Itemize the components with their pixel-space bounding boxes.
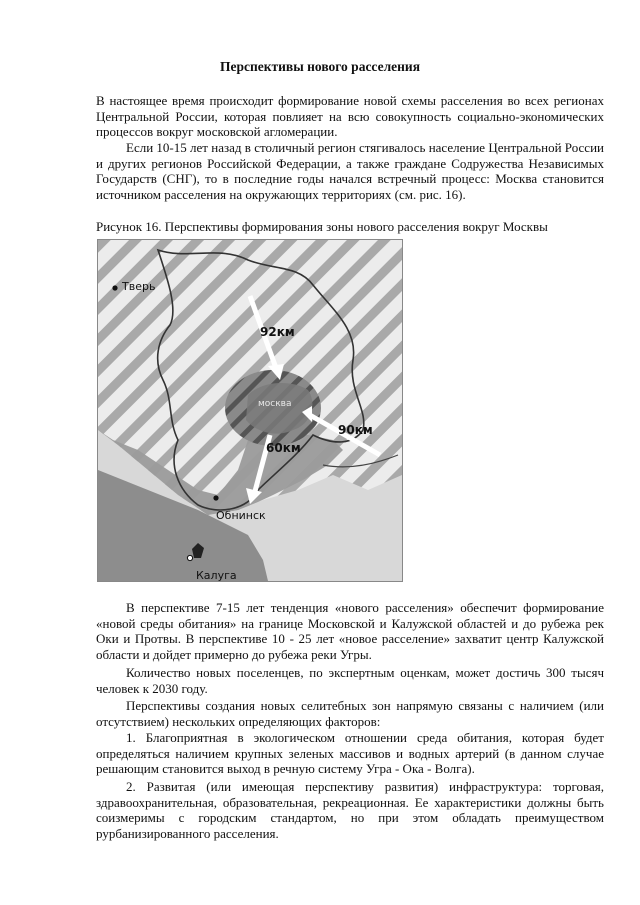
city-label-moscow: москва <box>258 399 292 409</box>
city-marker-obninsk <box>213 495 218 500</box>
settlement-map <box>98 240 402 581</box>
city-marker-kaluga <box>187 555 192 560</box>
city-label-tver: Тверь <box>122 280 156 293</box>
figure-caption: Рисунок 16. Перспективы формирования зоны нового расселения вокруг Москвы <box>96 219 548 234</box>
distance-label-south: 60км <box>266 441 301 455</box>
paragraph-1-text: В настоящее время происходит формирование новой схемы расселения во всех регионах Центральной России, которая повлияет на всю совокупность социально-экономических процессов вокруг московской агломерации. <box>96 93 604 140</box>
paragraph-2 <box>96 140 604 202</box>
city-label-kaluga: Калуга <box>196 569 237 581</box>
paragraph-6 <box>96 730 604 777</box>
paragraph-7 <box>96 779 604 841</box>
distance-label-north: 92км <box>260 325 295 339</box>
paragraph-5-text: Перспективы создания новых селитебных зон напрямую связаны с наличием (или отсутствием) нескольких определяющих факторов: <box>96 698 604 729</box>
paragraph-4-text: Количество новых поселенцев, по экспертным оценкам, может достичь 300 тысяч человек к 2030 году. <box>96 665 604 696</box>
city-marker-tver <box>112 285 117 290</box>
city-label-obninsk: Обнинск <box>216 509 266 522</box>
paragraph-1 <box>96 93 604 140</box>
map-figure <box>97 239 403 582</box>
paragraph-5 <box>96 698 604 729</box>
paragraph-6-text: 1. Благоприятная в экологическом отношении среда обитания, которая будет определяться наличием крупных зеленых массивов и водных артерий (в данном случае решающим становится выход в речную систему Угра - Ока - Волга). <box>96 730 604 777</box>
document-title: Перспективы нового расселения <box>219 59 421 74</box>
paragraph-3-text: В перспективе 7-15 лет тенденция «нового расселения» обеспечит формирование «новой среды обитания» на границе Московской и Калужской областей и до рубежа рек Оки и Протвы. В перспективе 10 - 25 лет «новое расселение» захватит центр Калужской области и дойдет примерно до рубежа реки Угры. <box>96 600 604 662</box>
distance-label-east: 90км <box>338 423 373 437</box>
paragraph-4 <box>96 665 604 696</box>
paragraph-3 <box>96 600 604 662</box>
paragraph-2-text: Если 10-15 лет назад в столичный регион стягивалось население Центральной России и других регионов Российской Федерации, а также граждане Содружества Независимых Государств (СНГ), то в последние годы начался встречный процесс: Москва становится источником расселения на окружающих территориях (см. рис. 16). <box>96 140 604 202</box>
paragraph-7-text: 2. Развитая (или имеющая перспективу развития) инфраструктура: торговая, здравоохранительная, образовательная, рекреационная. Ее характеристики должны быть соизмеримы с городским стандартом, но при этом обладать преимуществом рурбанизированного расселения. <box>96 779 604 841</box>
